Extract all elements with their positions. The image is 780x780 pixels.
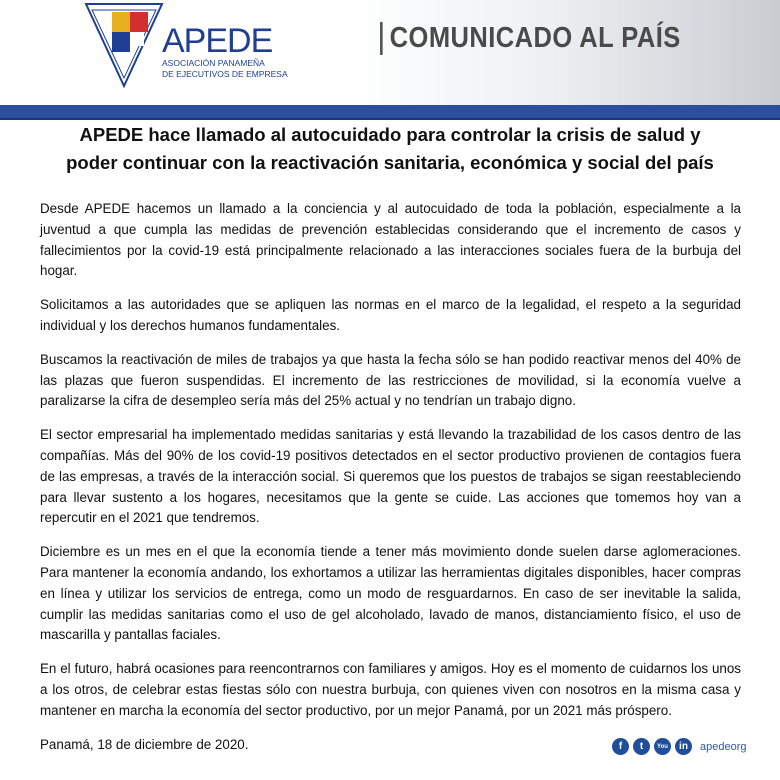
paragraph: Diciembre es un mes en el que la economía tiende a tener más movimiento donde suelen darse aglomeraciones. Para mantener la economía andando, los exhortamos a utilizar las herramientas digitales disponibles, hacer compras en línea y utilizar los servicios de entrega, como un modo de resguardarnos. En caso de ser inevitable la salida, cumplir las medidas sanitarias como el uso de gel alcoholado, lavado de manos, distanciamiento físico, el uso de mascarilla y pantallas faciales. [40, 544, 741, 643]
apede-logo-icon [84, 2, 164, 88]
org-full-line2: DE EJECUTIVOS DE EMPRESA [162, 69, 288, 79]
title-line1: APEDE hace llamado al autocuidado para controlar la crisis de salud y [79, 124, 701, 145]
document-title [40, 121, 740, 177]
facebook-icon[interactable]: f [612, 738, 629, 755]
document-body [40, 199, 741, 768]
date-line: Panamá, 18 de diciembre de 2020. [40, 736, 249, 752]
paragraph: En el futuro, habrá ocasiones para reencontrarnos con familiares y amigos. Hoy es el momento de cuidarnos los unos a los otros, de celebrar estas fiestas sólo con nuestra burbuja, con quienes viven con nosotros en la misma casa y mantener en marcha la economía del sector productivo, por un mejor Panamá, por un 2021 más próspero. [40, 661, 741, 718]
paragraph: Buscamos la reactivación de miles de trabajos ya que hasta la fecha sólo se han podido reactivar menos del 40% de las plazas que fueron suspendidas. El incremento de las restricciones de movilidad, si la economía vuelve a paralizarse la cifra de desempleo sería más del 25% actual y no tendrían un trabajo digno. [40, 351, 741, 409]
social-handle: apedeorg [700, 740, 747, 753]
banner-title: COMUNICADO AL PAÍS [380, 22, 681, 55]
header-banner [0, 0, 780, 105]
social-footer [612, 738, 747, 755]
linkedin-icon[interactable]: in [675, 738, 692, 755]
paragraph: El sector empresarial ha implementado medidas sanitarias y está llevando la trazabilidad de los casos dentro de las compañías. Más del 90% de los covid-19 positivos detectados en el sector productivo provienen de contagios fuera de las empresas, a través de la interacción social. Si queremos que los puestos de trabajos se sigan reestableciendo para llevar sustento a los hogares, necesitamos que la gente se cuide. Las acciones que tomemos hoy van a repercutir en el 2021 que tendremos. [40, 427, 741, 526]
paragraph: Desde APEDE hacemos un llamado a la conciencia y al autocuidado de toda la población, especialmente a la juventud a que cumpla las medidas de prevención establecidas considerando que el incremento de casos y fallecimientos por la covid-19 está principalmente relacionado a las interacciones sociales fuera de la burbuja del hogar. [40, 201, 741, 279]
title-line2: poder continuar con la reactivación sanitaria, económica y social del país [66, 152, 714, 173]
paragraph: Solicitamos a las autoridades que se apliquen las normas en el marco de la legalidad, el respeto a la seguridad individual y los derechos humanos fundamentales. [40, 297, 741, 333]
org-full-line1: ASOCIACIÓN PANAMEÑA [162, 58, 265, 68]
header-divider-bar [0, 105, 780, 120]
org-full-name [162, 58, 288, 80]
youtube-icon[interactable]: You [654, 738, 671, 755]
twitter-icon[interactable]: t [633, 738, 650, 755]
org-name: APEDE [162, 22, 273, 60]
